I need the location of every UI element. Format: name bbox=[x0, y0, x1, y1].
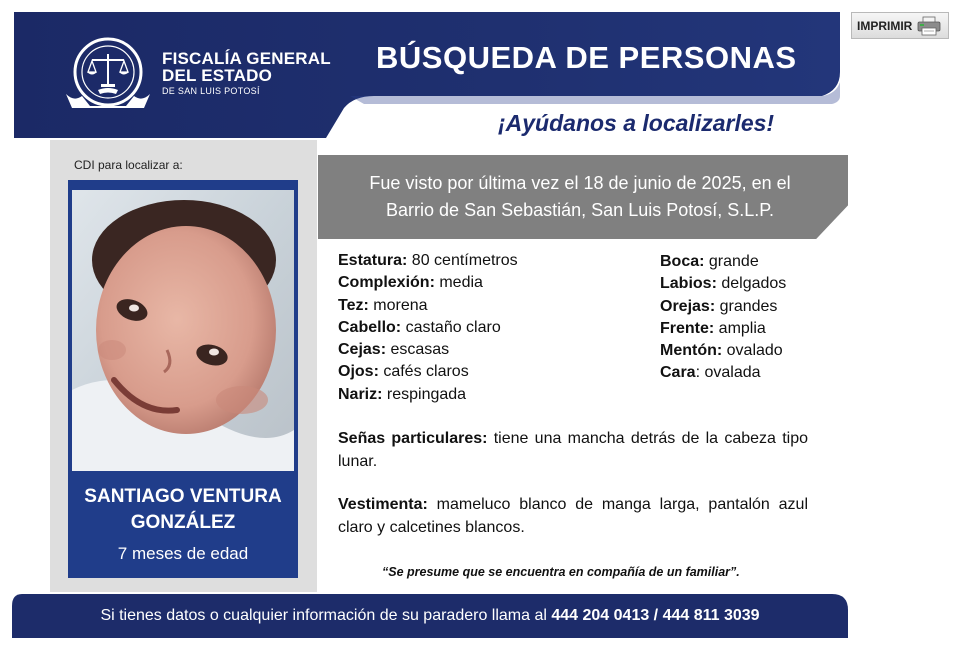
feature-row bbox=[660, 340, 786, 362]
contact-phones: 444 204 0413 / 444 811 3039 bbox=[551, 607, 760, 624]
clothing-label: Vestimenta: bbox=[338, 496, 428, 513]
feature-label: Orejas: bbox=[660, 297, 716, 315]
feature-value: respingada bbox=[382, 385, 467, 403]
last-seen-line1: Fue visto por última vez el 18 de junio de 2025, en el bbox=[369, 173, 791, 193]
feature-row bbox=[660, 318, 786, 340]
feature-label: Labios: bbox=[660, 275, 717, 293]
feature-label: Cejas: bbox=[338, 341, 387, 359]
feature-label: Cara bbox=[660, 364, 696, 382]
feature-value: delgados bbox=[716, 275, 787, 293]
org-name bbox=[162, 50, 331, 84]
feature-row bbox=[660, 296, 786, 318]
person-age: 7 meses de edad bbox=[117, 544, 249, 563]
feature-label: Tez: bbox=[338, 296, 369, 314]
feature-value: amplia bbox=[714, 319, 766, 337]
person-name-line1: SANTIAGO VENTURA bbox=[84, 486, 282, 507]
feature-row bbox=[338, 339, 518, 361]
feature-label: Nariz: bbox=[338, 385, 383, 403]
clothing-description bbox=[338, 494, 808, 539]
feature-row bbox=[338, 272, 518, 294]
feature-row bbox=[660, 251, 786, 273]
last-seen-line2: Barrio de San Sebastián, San Luis Potosí, S.L.P. bbox=[386, 200, 774, 220]
feature-row bbox=[338, 384, 518, 406]
feature-value: escasas bbox=[386, 341, 450, 359]
person-name-line2: GONZÁLEZ bbox=[130, 512, 236, 533]
features-right-list bbox=[660, 251, 786, 385]
feature-label: Mentón: bbox=[660, 342, 723, 360]
feature-label: Ojos: bbox=[338, 363, 379, 381]
feature-label: Complexión: bbox=[338, 274, 435, 292]
feature-label: Frente: bbox=[660, 319, 715, 337]
feature-label: Estatura: bbox=[338, 252, 408, 269]
distinguishing-marks-label: Señas particulares: bbox=[338, 430, 488, 447]
printer-icon bbox=[917, 16, 941, 36]
print-button[interactable] bbox=[851, 12, 949, 39]
feature-value: media bbox=[434, 274, 483, 292]
cdi-label: CDI para localizar a: bbox=[74, 158, 183, 172]
feature-value: 80 centímetros bbox=[407, 252, 518, 269]
feature-value: grandes bbox=[715, 297, 778, 315]
feature-value: morena bbox=[368, 296, 428, 314]
feature-value: grande bbox=[704, 253, 759, 270]
clothing-value: mameluco blanco de manga larga, pantalón azul claro y calcetines blancos. bbox=[338, 496, 808, 536]
org-name-line1: FISCALÍA GENERAL bbox=[162, 49, 331, 68]
feature-value: ovalado bbox=[722, 342, 783, 360]
feature-row bbox=[338, 250, 518, 272]
org-name-line2: DEL ESTADO bbox=[162, 66, 272, 85]
page-title: BÚSQUEDA DE PERSONAS bbox=[376, 40, 797, 75]
feature-label: Cabello: bbox=[338, 318, 402, 336]
feature-label: Boca: bbox=[660, 253, 705, 270]
print-button-label: IMPRIMIR bbox=[857, 18, 913, 33]
last-seen-text bbox=[320, 170, 840, 224]
org-subtitle: DE SAN LUIS POTOSÍ bbox=[162, 86, 260, 96]
feature-row bbox=[660, 362, 786, 384]
distinguishing-marks-value: tiene una mancha detrás de la cabeza tipo lunar. bbox=[338, 430, 809, 470]
feature-row bbox=[338, 295, 518, 317]
feature-value: cafés claros bbox=[378, 363, 469, 381]
feature-row bbox=[338, 317, 518, 339]
feature-row bbox=[338, 361, 518, 383]
scales-of-justice-seal-icon bbox=[60, 36, 156, 114]
footer-message: Si tienes datos o cualquier información de su paradero llama al bbox=[100, 607, 552, 624]
accompaniment-note: “Se presume que se encuentra en compañía de un familiar”. bbox=[382, 565, 740, 579]
person-photo bbox=[72, 190, 294, 471]
feature-row bbox=[660, 273, 786, 295]
slogan: ¡Ayúdanos a localizarles! bbox=[498, 110, 775, 136]
footer-contact bbox=[12, 607, 848, 625]
feature-value: : ovalada bbox=[695, 364, 761, 382]
distinguishing-marks bbox=[338, 428, 808, 473]
features-left-list bbox=[338, 250, 518, 406]
person-name bbox=[68, 484, 298, 536]
feature-value: castaño claro bbox=[401, 318, 501, 336]
